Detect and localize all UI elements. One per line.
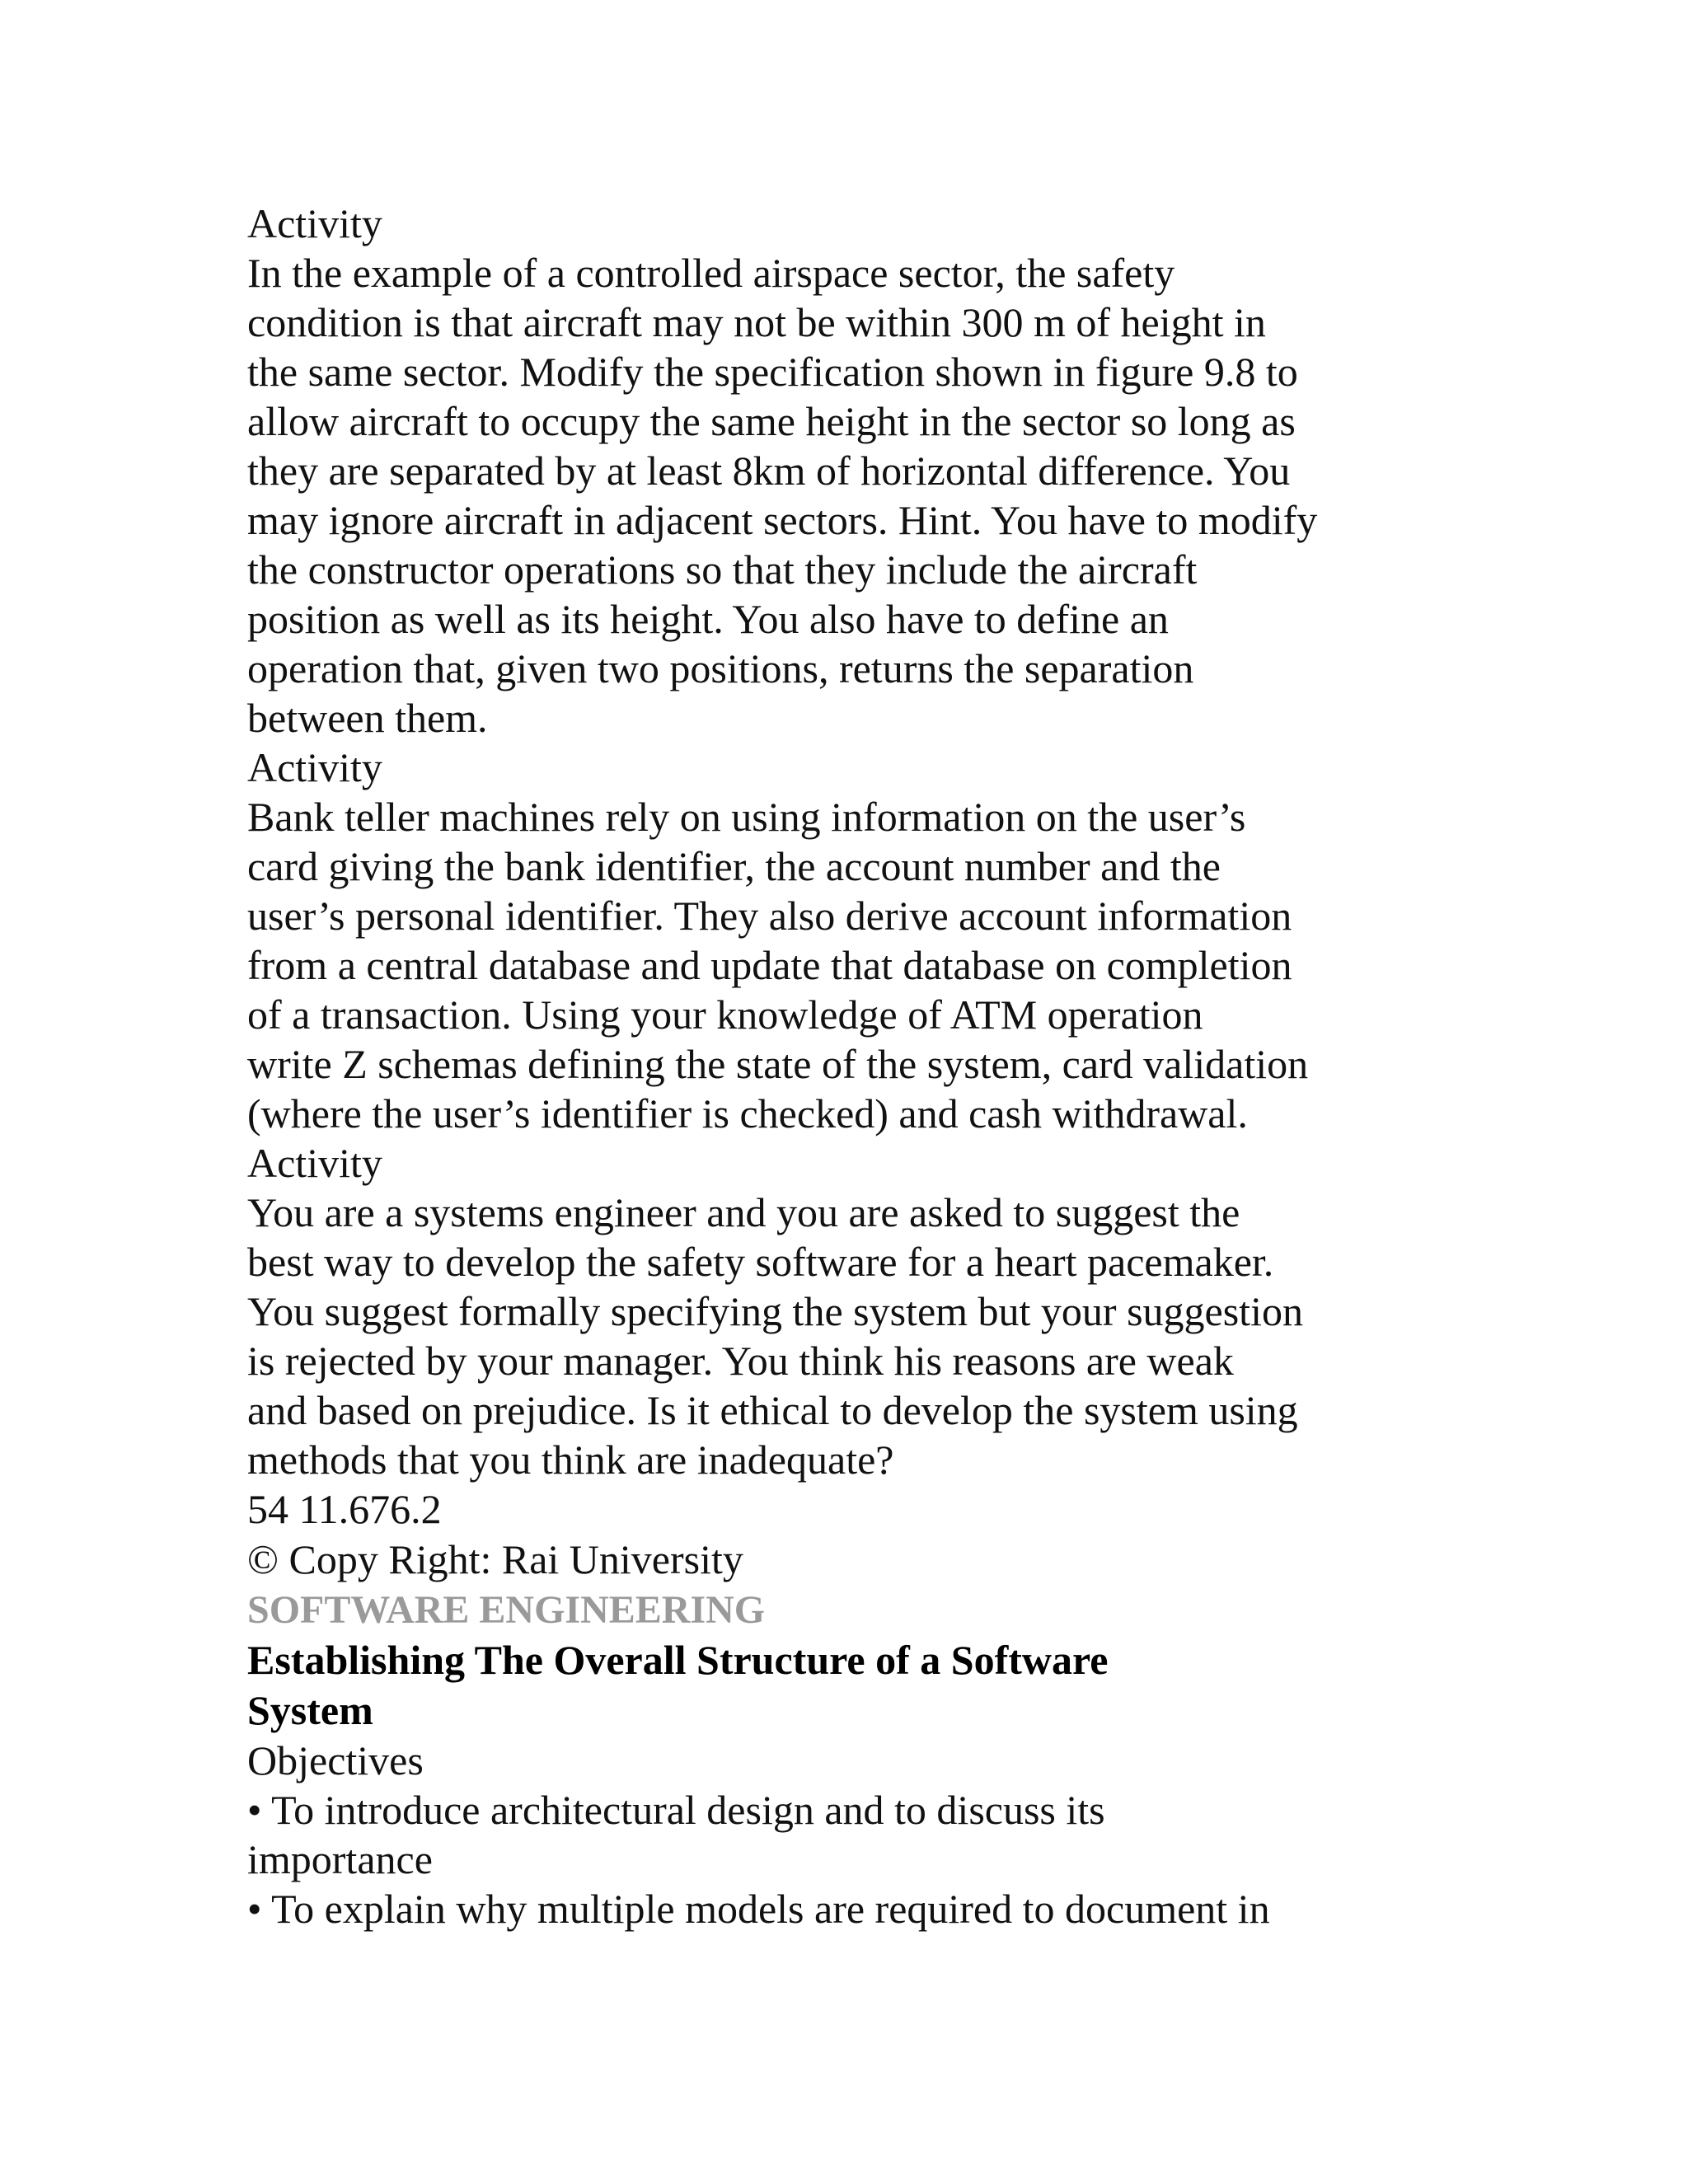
text-line: methods that you think are inadequate? xyxy=(247,1436,894,1483)
text-line: from a central database and update that database on completion xyxy=(247,942,1292,988)
activity-3 xyxy=(247,1138,1648,1484)
text-line: (where the user’s identifier is checked) and cash withdrawal. xyxy=(247,1090,1248,1137)
chapter-title-line: System xyxy=(247,1687,373,1733)
activity-heading: Activity xyxy=(247,744,382,790)
text-line: • To explain why multiple models are required to document in xyxy=(247,1886,1270,1932)
text-line: allow aircraft to occupy the same height in the sector so long as xyxy=(247,398,1296,444)
page-code: 54 11.676.2 xyxy=(247,1486,442,1532)
activity-text xyxy=(247,248,1648,743)
text-line: the constructor operations so that they include the aircraft xyxy=(247,546,1198,593)
copyright-notice: © Copy Right: Rai University xyxy=(247,1536,743,1582)
text-line: of a transaction. Using your knowledge of ATM operation xyxy=(247,991,1203,1038)
text-line: best way to develop the safety software for a heart pacemaker. xyxy=(247,1239,1274,1285)
text-line: In the example of a controlled airspace sector, the safety xyxy=(247,250,1175,296)
activity-heading: Activity xyxy=(247,1140,382,1186)
activity-2 xyxy=(247,743,1648,1138)
activity-1 xyxy=(247,199,1648,743)
document-page xyxy=(247,199,1648,1933)
chapter-title-line: Establishing The Overall Structure of a Software xyxy=(247,1637,1109,1683)
text-line: and based on prejudice. Is it ethical to develop the system using xyxy=(247,1387,1298,1433)
text-line: operation that, given two positions, returns the separation xyxy=(247,645,1194,691)
objective-item xyxy=(247,1785,1648,1884)
text-line: position as well as its height. You also have to define an xyxy=(247,596,1169,642)
objective-item xyxy=(247,1884,1648,1933)
text-line: they are separated by at least 8km of horizontal difference. You xyxy=(247,448,1291,494)
activity-heading: Activity xyxy=(247,200,382,246)
running-header: SOFTWARE ENGINEERING xyxy=(247,1588,766,1632)
text-line: condition is that aircraft may not be within 300 m of height in xyxy=(247,299,1266,345)
text-line: • To introduce architectural design and to discuss its xyxy=(247,1787,1105,1833)
activity-text xyxy=(247,1188,1648,1484)
text-line: may ignore aircraft in adjacent sectors. Hint. You have to modify xyxy=(247,497,1318,543)
text-line: user’s personal identifier. They also derive account information xyxy=(247,893,1292,939)
text-line: You suggest formally specifying the system but your suggestion xyxy=(247,1288,1303,1334)
text-line: between them. xyxy=(247,695,488,741)
chapter-title xyxy=(247,1635,1648,1736)
text-line: the same sector. Modify the specification shown in figure 9.8 to xyxy=(247,349,1298,395)
text-line: You are a systems engineer and you are asked to suggest the xyxy=(247,1189,1240,1235)
activity-text xyxy=(247,792,1648,1138)
text-line: importance xyxy=(247,1836,433,1882)
text-line: write Z schemas defining the state of the system, card validation xyxy=(247,1041,1309,1087)
text-line: Bank teller machines rely on using information on the user’s xyxy=(247,794,1246,840)
text-line: is rejected by your manager. You think his reasons are weak xyxy=(247,1338,1234,1384)
objectives-section xyxy=(247,1736,1648,1933)
text-line: card giving the bank identifier, the account number and the xyxy=(247,843,1221,889)
objectives-heading: Objectives xyxy=(247,1737,424,1783)
